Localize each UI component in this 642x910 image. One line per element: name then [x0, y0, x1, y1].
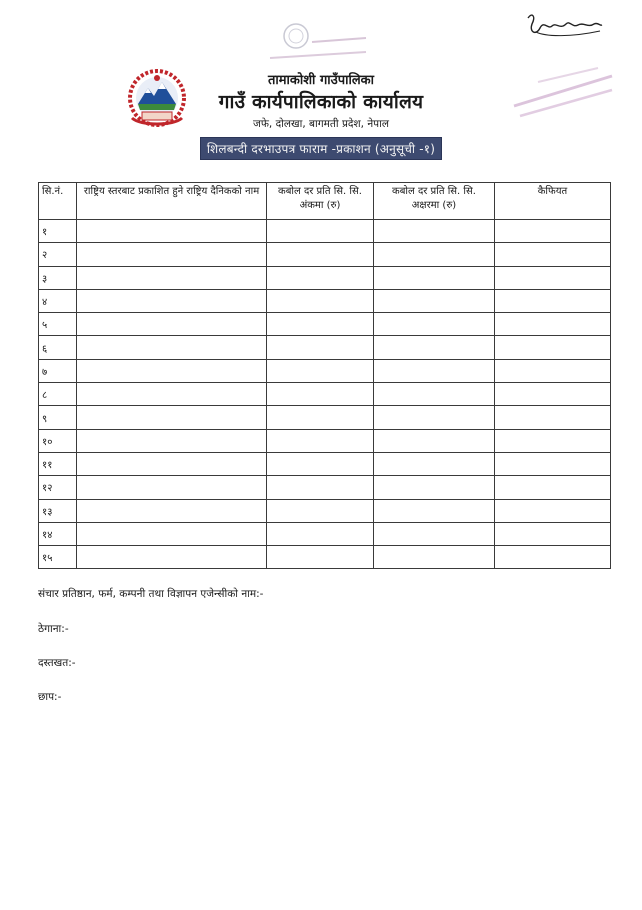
- row-serial: ४: [39, 289, 77, 312]
- newspaper-name-cell[interactable]: [77, 383, 267, 406]
- newspaper-name-cell[interactable]: [77, 289, 267, 312]
- rate-words-cell[interactable]: [374, 383, 495, 406]
- rate-words-cell[interactable]: [374, 359, 495, 382]
- rate-figures-cell[interactable]: [267, 499, 374, 522]
- office-stamp-icon: [262, 20, 372, 70]
- remarks-cell[interactable]: [495, 522, 611, 545]
- newspaper-name-cell[interactable]: [77, 313, 267, 336]
- header-remarks: कैफियत: [495, 183, 611, 220]
- rate-figures-cell[interactable]: [267, 313, 374, 336]
- remarks-cell[interactable]: [495, 546, 611, 569]
- row-serial: ८: [39, 383, 77, 406]
- rate-figures-cell[interactable]: [267, 522, 374, 545]
- header-serial: सि.नं.: [39, 183, 77, 220]
- remarks-cell[interactable]: [495, 313, 611, 336]
- office-name: तामाकोशी गाउँपालिका: [267, 73, 375, 88]
- newspaper-name-cell[interactable]: [77, 359, 267, 382]
- remarks-cell[interactable]: [495, 266, 611, 289]
- remarks-cell[interactable]: [495, 359, 611, 382]
- rate-figures-cell[interactable]: [267, 336, 374, 359]
- rate-figures-cell[interactable]: [267, 220, 374, 243]
- rate-words-cell[interactable]: [374, 476, 495, 499]
- header-rate-in-figures: कबोल दर प्रति सि. सि. अंकमा (रु): [267, 183, 374, 220]
- rate-figures-cell[interactable]: [267, 266, 374, 289]
- rate-words-cell[interactable]: [374, 266, 495, 289]
- newspaper-name-cell[interactable]: [77, 476, 267, 499]
- row-serial: १५: [39, 546, 77, 569]
- table-row: [39, 359, 611, 382]
- rate-words-cell[interactable]: [374, 429, 495, 452]
- remarks-cell[interactable]: [495, 452, 611, 475]
- remarks-cell[interactable]: [495, 289, 611, 312]
- rate-words-cell[interactable]: [374, 336, 495, 359]
- table-row: [39, 266, 611, 289]
- table-row: [39, 452, 611, 475]
- rate-words-cell[interactable]: [374, 452, 495, 475]
- newspaper-name-cell[interactable]: [77, 406, 267, 429]
- rate-figures-cell[interactable]: [267, 383, 374, 406]
- table-row: [39, 243, 611, 266]
- row-serial: १३: [39, 499, 77, 522]
- rate-words-cell[interactable]: [374, 243, 495, 266]
- table-row: [39, 522, 611, 545]
- rate-figures-cell[interactable]: [267, 359, 374, 382]
- row-serial: १०: [39, 429, 77, 452]
- table-row: [39, 476, 611, 499]
- remarks-cell[interactable]: [495, 406, 611, 429]
- table-row: [39, 313, 611, 336]
- newspaper-name-cell[interactable]: [77, 266, 267, 289]
- header-newspaper-name: राष्ट्रिय स्तरबाट प्रकाशित हुने राष्ट्रिय दैनिकको नाम: [77, 183, 267, 220]
- newspaper-name-cell[interactable]: [77, 336, 267, 359]
- rate-words-cell[interactable]: [374, 313, 495, 336]
- remarks-cell[interactable]: [495, 476, 611, 499]
- row-serial: २: [39, 243, 77, 266]
- office-address: जफे, दोलखा, बागमती प्रदेश, नेपाल: [253, 118, 389, 130]
- remarks-cell[interactable]: [495, 429, 611, 452]
- rate-figures-cell[interactable]: [267, 476, 374, 499]
- header-rate-in-words: कबोल दर प्रति सि. सि. अक्षरमा (रु): [374, 183, 495, 220]
- table-row: [39, 383, 611, 406]
- row-serial: १: [39, 220, 77, 243]
- table-row: [39, 429, 611, 452]
- row-serial: ९: [39, 406, 77, 429]
- rate-words-cell[interactable]: [374, 546, 495, 569]
- table-header-row: [39, 183, 611, 220]
- table-row: [39, 220, 611, 243]
- newspaper-name-cell[interactable]: [77, 429, 267, 452]
- rate-table: [38, 182, 611, 569]
- newspaper-name-cell[interactable]: [77, 243, 267, 266]
- row-serial: ३: [39, 266, 77, 289]
- remarks-cell[interactable]: [495, 220, 611, 243]
- rate-figures-cell[interactable]: [267, 243, 374, 266]
- table-row: [39, 336, 611, 359]
- newspaper-name-cell[interactable]: [77, 499, 267, 522]
- agency-name-label: संचार प्रतिष्ठान, फर्म, कम्पनी तथा विज्ञापन एजेन्सीको नाम:-: [38, 588, 264, 600]
- rate-words-cell[interactable]: [374, 289, 495, 312]
- remarks-cell[interactable]: [495, 499, 611, 522]
- row-serial: १२: [39, 476, 77, 499]
- table-row: [39, 406, 611, 429]
- office-title: गाउँ कार्यपालिकाको कार्यालय: [218, 91, 424, 113]
- row-serial: ६: [39, 336, 77, 359]
- rate-figures-cell[interactable]: [267, 452, 374, 475]
- rate-words-cell[interactable]: [374, 220, 495, 243]
- rate-words-cell[interactable]: [374, 522, 495, 545]
- row-serial: ५: [39, 313, 77, 336]
- remarks-cell[interactable]: [495, 383, 611, 406]
- newspaper-name-cell[interactable]: [77, 220, 267, 243]
- row-serial: १४: [39, 522, 77, 545]
- rate-figures-cell[interactable]: [267, 406, 374, 429]
- table-row: [39, 546, 611, 569]
- rate-figures-cell[interactable]: [267, 429, 374, 452]
- row-serial: ११: [39, 452, 77, 475]
- address-label: ठेगाना:-: [38, 623, 69, 635]
- form-title-band: [0, 137, 642, 160]
- newspaper-name-cell[interactable]: [77, 546, 267, 569]
- remarks-cell[interactable]: [495, 243, 611, 266]
- rate-figures-cell[interactable]: [267, 546, 374, 569]
- row-serial: ७: [39, 359, 77, 382]
- seal-label: छाप:-: [38, 691, 62, 703]
- signature-label: दस्तखत:-: [38, 657, 76, 669]
- handwritten-signature-icon: [522, 10, 604, 44]
- newspaper-name-cell[interactable]: [77, 452, 267, 475]
- remarks-cell[interactable]: [495, 336, 611, 359]
- rate-figures-cell[interactable]: [267, 289, 374, 312]
- table-row: [39, 289, 611, 312]
- newspaper-name-cell[interactable]: [77, 522, 267, 545]
- rate-words-cell[interactable]: [374, 499, 495, 522]
- table-row: [39, 499, 611, 522]
- form-title: शिलबन्दी दरभाउपत्र फाराम -प्रकाशन (अनुसूची -१): [200, 137, 442, 160]
- rate-words-cell[interactable]: [374, 406, 495, 429]
